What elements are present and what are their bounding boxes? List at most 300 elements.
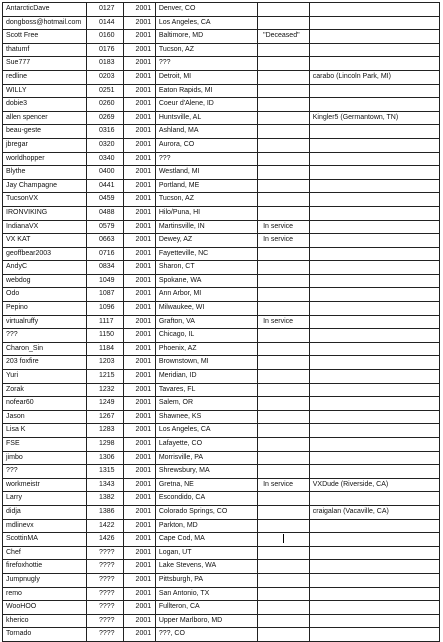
- number-cell[interactable]: 1283: [86, 424, 123, 438]
- year-cell[interactable]: 2001: [123, 315, 155, 329]
- year-cell[interactable]: 2001: [123, 30, 155, 44]
- location-cell[interactable]: Fayetteville, NC: [155, 247, 257, 261]
- name-cell[interactable]: Chef: [3, 546, 87, 560]
- year-cell[interactable]: 2001: [123, 84, 155, 98]
- year-cell[interactable]: 2001: [123, 587, 155, 601]
- status-cell[interactable]: [258, 342, 310, 356]
- number-cell[interactable]: 1267: [86, 410, 123, 424]
- status-cell[interactable]: [258, 356, 310, 370]
- status-cell[interactable]: In service: [258, 220, 310, 234]
- table-row: [3, 465, 440, 479]
- year-cell[interactable]: 2001: [123, 614, 155, 628]
- note-cell[interactable]: [309, 152, 439, 166]
- note-cell[interactable]: [309, 220, 439, 234]
- status-cell[interactable]: [258, 560, 310, 574]
- location-cell[interactable]: Los Angeles, CA: [155, 424, 257, 438]
- table-row: [3, 438, 440, 452]
- table-row: [3, 179, 440, 193]
- name-cell[interactable]: worldhopper: [3, 152, 87, 166]
- note-cell[interactable]: [309, 342, 439, 356]
- status-cell[interactable]: [258, 43, 310, 57]
- table-row: [3, 329, 440, 343]
- year-cell[interactable]: 2001: [123, 206, 155, 220]
- year-cell[interactable]: 2001: [123, 302, 155, 316]
- number-cell[interactable]: ????: [86, 560, 123, 574]
- note-cell[interactable]: [309, 274, 439, 288]
- year-cell[interactable]: 2001: [123, 383, 155, 397]
- number-cell[interactable]: 0203: [86, 70, 123, 84]
- number-cell[interactable]: 0183: [86, 57, 123, 71]
- name-cell[interactable]: redline: [3, 70, 87, 84]
- year-cell[interactable]: 2001: [123, 193, 155, 207]
- number-cell[interactable]: 0488: [86, 206, 123, 220]
- number-cell[interactable]: 0320: [86, 138, 123, 152]
- location-cell[interactable]: Sharon, CT: [155, 261, 257, 275]
- name-cell[interactable]: Pepino: [3, 302, 87, 316]
- note-cell[interactable]: [309, 315, 439, 329]
- note-cell[interactable]: [309, 247, 439, 261]
- number-cell[interactable]: 1184: [86, 342, 123, 356]
- note-cell[interactable]: [309, 614, 439, 628]
- location-cell[interactable]: Detroit, MI: [155, 70, 257, 84]
- name-cell[interactable]: Sue777: [3, 57, 87, 71]
- name-cell[interactable]: allen spencer: [3, 111, 87, 125]
- name-cell[interactable]: IndianaVX: [3, 220, 87, 234]
- note-cell[interactable]: [309, 587, 439, 601]
- status-cell[interactable]: [258, 179, 310, 193]
- note-cell[interactable]: [309, 424, 439, 438]
- note-cell[interactable]: [309, 546, 439, 560]
- status-cell[interactable]: [258, 302, 310, 316]
- number-cell[interactable]: 0176: [86, 43, 123, 57]
- table-row: [3, 70, 440, 84]
- status-cell[interactable]: [258, 438, 310, 452]
- note-cell[interactable]: [309, 125, 439, 139]
- note-cell[interactable]: [309, 302, 439, 316]
- location-cell[interactable]: ???: [155, 57, 257, 71]
- location-cell[interactable]: Shawnee, KS: [155, 410, 257, 424]
- location-cell[interactable]: Chicago, IL: [155, 329, 257, 343]
- note-cell[interactable]: [309, 166, 439, 180]
- name-cell[interactable]: FSE: [3, 438, 87, 452]
- year-cell[interactable]: 2001: [123, 465, 155, 479]
- status-cell[interactable]: "Deceased": [258, 30, 310, 44]
- location-cell[interactable]: Martinsville, IN: [155, 220, 257, 234]
- note-cell[interactable]: [309, 206, 439, 220]
- location-cell[interactable]: Los Angeles, CA: [155, 16, 257, 30]
- location-cell[interactable]: Shrewsbury, MA: [155, 465, 257, 479]
- number-cell[interactable]: 1343: [86, 478, 123, 492]
- status-cell[interactable]: [258, 57, 310, 71]
- note-cell[interactable]: Kingler5 (Germantown, TN): [309, 111, 439, 125]
- location-cell[interactable]: Spokane, WA: [155, 274, 257, 288]
- note-cell[interactable]: [309, 410, 439, 424]
- note-cell[interactable]: [309, 519, 439, 533]
- name-cell[interactable]: firefoxhottie: [3, 560, 87, 574]
- status-cell[interactable]: [258, 533, 310, 547]
- name-cell[interactable]: Jay Champagne: [3, 179, 87, 193]
- note-cell[interactable]: [309, 288, 439, 302]
- location-cell[interactable]: Pittsburgh, PA: [155, 573, 257, 587]
- year-cell[interactable]: 2001: [123, 410, 155, 424]
- status-cell[interactable]: [258, 16, 310, 30]
- number-cell[interactable]: 0269: [86, 111, 123, 125]
- status-cell[interactable]: [258, 274, 310, 288]
- location-cell[interactable]: Aurora, CO: [155, 138, 257, 152]
- name-cell[interactable]: Jason: [3, 410, 87, 424]
- name-cell[interactable]: Jumpnugly: [3, 573, 87, 587]
- name-cell[interactable]: WILLY: [3, 84, 87, 98]
- note-cell[interactable]: [309, 98, 439, 112]
- location-cell[interactable]: Ann Arbor, MI: [155, 288, 257, 302]
- number-cell[interactable]: 1298: [86, 438, 123, 452]
- location-cell[interactable]: Portland, ME: [155, 179, 257, 193]
- status-cell[interactable]: [258, 247, 310, 261]
- location-cell[interactable]: Upper Marlboro, MD: [155, 614, 257, 628]
- status-cell[interactable]: [258, 261, 310, 275]
- table-row: [3, 288, 440, 302]
- name-cell[interactable]: dobie3: [3, 98, 87, 112]
- year-cell[interactable]: 2001: [123, 220, 155, 234]
- location-cell[interactable]: Salem, OR: [155, 397, 257, 411]
- year-cell[interactable]: 2001: [123, 451, 155, 465]
- name-cell[interactable]: WooHOO: [3, 601, 87, 615]
- status-cell[interactable]: [258, 138, 310, 152]
- table-row: [3, 601, 440, 615]
- status-cell[interactable]: [258, 70, 310, 84]
- year-cell[interactable]: 2001: [123, 16, 155, 30]
- status-cell[interactable]: [258, 3, 310, 17]
- year-cell[interactable]: 2001: [123, 505, 155, 519]
- number-cell[interactable]: 0716: [86, 247, 123, 261]
- location-cell[interactable]: Meridian, ID: [155, 370, 257, 384]
- year-cell[interactable]: 2001: [123, 179, 155, 193]
- note-cell[interactable]: [309, 573, 439, 587]
- number-cell[interactable]: 0160: [86, 30, 123, 44]
- status-cell[interactable]: [258, 505, 310, 519]
- year-cell[interactable]: 2001: [123, 138, 155, 152]
- number-cell[interactable]: 0316: [86, 125, 123, 139]
- name-cell[interactable]: ???: [3, 465, 87, 479]
- year-cell[interactable]: 2001: [123, 261, 155, 275]
- table-row: [3, 166, 440, 180]
- number-cell[interactable]: ????: [86, 546, 123, 560]
- number-cell[interactable]: 1382: [86, 492, 123, 506]
- note-cell[interactable]: [309, 628, 439, 642]
- year-cell[interactable]: 2001: [123, 533, 155, 547]
- name-cell[interactable]: dongboss@hotmail.com: [3, 16, 87, 30]
- status-cell[interactable]: [258, 451, 310, 465]
- year-cell[interactable]: 2001: [123, 492, 155, 506]
- location-cell[interactable]: Baltimore, MD: [155, 30, 257, 44]
- name-cell[interactable]: nofear60: [3, 397, 87, 411]
- name-cell[interactable]: Charon_Sin: [3, 342, 87, 356]
- note-cell[interactable]: [309, 57, 439, 71]
- name-cell[interactable]: didja: [3, 505, 87, 519]
- number-cell[interactable]: 1426: [86, 533, 123, 547]
- location-cell[interactable]: Milwaukee, WI: [155, 302, 257, 316]
- status-cell[interactable]: [258, 601, 310, 615]
- number-cell[interactable]: 1203: [86, 356, 123, 370]
- owner-registry-table: [2, 2, 440, 642]
- number-cell[interactable]: 1215: [86, 370, 123, 384]
- number-cell[interactable]: 1087: [86, 288, 123, 302]
- status-cell[interactable]: [258, 628, 310, 642]
- status-cell[interactable]: [258, 329, 310, 343]
- location-cell[interactable]: Lafayette, CO: [155, 438, 257, 452]
- location-cell[interactable]: Fullteron, CA: [155, 601, 257, 615]
- note-cell[interactable]: VXDude (Riverside, CA): [309, 478, 439, 492]
- year-cell[interactable]: 2001: [123, 57, 155, 71]
- status-cell[interactable]: [258, 546, 310, 560]
- name-cell[interactable]: mdlinevx: [3, 519, 87, 533]
- table-row: [3, 234, 440, 248]
- number-cell[interactable]: 0834: [86, 261, 123, 275]
- number-cell[interactable]: 1150: [86, 329, 123, 343]
- name-cell[interactable]: thatumf: [3, 43, 87, 57]
- number-cell[interactable]: 1049: [86, 274, 123, 288]
- table-row: [3, 342, 440, 356]
- number-cell[interactable]: 1232: [86, 383, 123, 397]
- status-cell[interactable]: In service: [258, 234, 310, 248]
- location-cell[interactable]: Parkton, MD: [155, 519, 257, 533]
- location-cell[interactable]: ???, CO: [155, 628, 257, 642]
- note-cell[interactable]: [309, 84, 439, 98]
- number-cell[interactable]: ????: [86, 614, 123, 628]
- year-cell[interactable]: 2001: [123, 397, 155, 411]
- name-cell[interactable]: geoffbear2003: [3, 247, 87, 261]
- name-cell[interactable]: Zorak: [3, 383, 87, 397]
- number-cell[interactable]: ????: [86, 628, 123, 642]
- note-cell[interactable]: [309, 383, 439, 397]
- name-cell[interactable]: Lisa K: [3, 424, 87, 438]
- number-cell[interactable]: 1315: [86, 465, 123, 479]
- year-cell[interactable]: 2001: [123, 234, 155, 248]
- name-cell[interactable]: Blythe: [3, 166, 87, 180]
- location-cell[interactable]: Escondido, CA: [155, 492, 257, 506]
- status-cell[interactable]: [258, 152, 310, 166]
- year-cell[interactable]: 2001: [123, 125, 155, 139]
- name-cell[interactable]: beau-geste: [3, 125, 87, 139]
- name-cell[interactable]: jbregar: [3, 138, 87, 152]
- status-cell[interactable]: [258, 465, 310, 479]
- year-cell[interactable]: 2001: [123, 98, 155, 112]
- location-cell[interactable]: Lake Stevens, WA: [155, 560, 257, 574]
- status-cell[interactable]: [258, 410, 310, 424]
- note-cell[interactable]: [309, 193, 439, 207]
- status-cell[interactable]: [258, 166, 310, 180]
- name-cell[interactable]: Odo: [3, 288, 87, 302]
- status-cell[interactable]: [258, 614, 310, 628]
- year-cell[interactable]: 2001: [123, 478, 155, 492]
- name-cell[interactable]: Tornado: [3, 628, 87, 642]
- number-cell[interactable]: 0340: [86, 152, 123, 166]
- note-cell[interactable]: [309, 234, 439, 248]
- note-cell[interactable]: [309, 43, 439, 57]
- year-cell[interactable]: 2001: [123, 560, 155, 574]
- status-cell[interactable]: [258, 206, 310, 220]
- name-cell[interactable]: remo: [3, 587, 87, 601]
- number-cell[interactable]: 1117: [86, 315, 123, 329]
- table-row: [3, 84, 440, 98]
- number-cell[interactable]: 0144: [86, 16, 123, 30]
- year-cell[interactable]: 2001: [123, 152, 155, 166]
- location-cell[interactable]: Colorado Springs, CO: [155, 505, 257, 519]
- location-cell[interactable]: ???: [155, 152, 257, 166]
- number-cell[interactable]: 1249: [86, 397, 123, 411]
- location-cell[interactable]: Grafton, VA: [155, 315, 257, 329]
- location-cell[interactable]: Denver, CO: [155, 3, 257, 17]
- note-cell[interactable]: [309, 397, 439, 411]
- location-cell[interactable]: Morrisville, PA: [155, 451, 257, 465]
- year-cell[interactable]: 2001: [123, 370, 155, 384]
- location-cell[interactable]: Westland, MI: [155, 166, 257, 180]
- note-cell[interactable]: [309, 179, 439, 193]
- table-row: [3, 356, 440, 370]
- status-cell[interactable]: [258, 84, 310, 98]
- year-cell[interactable]: 2001: [123, 166, 155, 180]
- status-cell[interactable]: [258, 573, 310, 587]
- name-cell[interactable]: 203 foxfire: [3, 356, 87, 370]
- year-cell[interactable]: 2001: [123, 329, 155, 343]
- location-cell[interactable]: Hilo/Puna, HI: [155, 206, 257, 220]
- status-cell[interactable]: [258, 193, 310, 207]
- note-cell[interactable]: [309, 30, 439, 44]
- name-cell[interactable]: Larry: [3, 492, 87, 506]
- year-cell[interactable]: 2001: [123, 546, 155, 560]
- note-cell[interactable]: [309, 451, 439, 465]
- note-cell[interactable]: [309, 329, 439, 343]
- name-cell[interactable]: VX KAT: [3, 234, 87, 248]
- status-cell[interactable]: [258, 492, 310, 506]
- table-row: [3, 302, 440, 316]
- number-cell[interactable]: 0251: [86, 84, 123, 98]
- name-cell[interactable]: IRONVIKING: [3, 206, 87, 220]
- note-cell[interactable]: [309, 438, 439, 452]
- location-cell[interactable]: Tucson, AZ: [155, 43, 257, 57]
- note-cell[interactable]: [309, 533, 439, 547]
- note-cell[interactable]: [309, 465, 439, 479]
- location-cell[interactable]: Ashland, MA: [155, 125, 257, 139]
- year-cell[interactable]: 2001: [123, 601, 155, 615]
- year-cell[interactable]: 2001: [123, 3, 155, 17]
- number-cell[interactable]: 0441: [86, 179, 123, 193]
- note-cell[interactable]: [309, 261, 439, 275]
- year-cell[interactable]: 2001: [123, 43, 155, 57]
- status-cell[interactable]: [258, 519, 310, 533]
- location-cell[interactable]: Huntsville, AL: [155, 111, 257, 125]
- status-cell[interactable]: [258, 111, 310, 125]
- table-row: [3, 193, 440, 207]
- location-cell[interactable]: Tucson, AZ: [155, 193, 257, 207]
- year-cell[interactable]: 2001: [123, 628, 155, 642]
- status-cell[interactable]: [258, 370, 310, 384]
- note-cell[interactable]: carabo (Lincoln Park, MI): [309, 70, 439, 84]
- note-cell[interactable]: [309, 601, 439, 615]
- year-cell[interactable]: 2001: [123, 342, 155, 356]
- name-cell[interactable]: virtualruffy: [3, 315, 87, 329]
- name-cell[interactable]: AndyC: [3, 261, 87, 275]
- name-cell[interactable]: TucsonVX: [3, 193, 87, 207]
- location-cell[interactable]: Brownstown, MI: [155, 356, 257, 370]
- status-cell[interactable]: [258, 125, 310, 139]
- number-cell[interactable]: 0459: [86, 193, 123, 207]
- table-row: [3, 573, 440, 587]
- year-cell[interactable]: 2001: [123, 111, 155, 125]
- location-cell[interactable]: San Antonio, TX: [155, 587, 257, 601]
- year-cell[interactable]: 2001: [123, 247, 155, 261]
- location-cell[interactable]: Logan, UT: [155, 546, 257, 560]
- number-cell[interactable]: 1386: [86, 505, 123, 519]
- table-row: [3, 519, 440, 533]
- name-cell[interactable]: AntarcticDave: [3, 3, 87, 17]
- location-cell[interactable]: Eaton Rapids, MI: [155, 84, 257, 98]
- status-cell[interactable]: In service: [258, 478, 310, 492]
- location-cell[interactable]: Tavares, FL: [155, 383, 257, 397]
- number-cell[interactable]: 0663: [86, 234, 123, 248]
- year-cell[interactable]: 2001: [123, 70, 155, 84]
- name-cell[interactable]: kherico: [3, 614, 87, 628]
- note-cell[interactable]: [309, 3, 439, 17]
- location-cell[interactable]: Phoenix, AZ: [155, 342, 257, 356]
- status-cell[interactable]: [258, 288, 310, 302]
- year-cell[interactable]: 2001: [123, 573, 155, 587]
- year-cell[interactable]: 2001: [123, 274, 155, 288]
- number-cell[interactable]: 1096: [86, 302, 123, 316]
- number-cell[interactable]: 0579: [86, 220, 123, 234]
- status-cell[interactable]: [258, 424, 310, 438]
- name-cell[interactable]: jimbo: [3, 451, 87, 465]
- name-cell[interactable]: workmeistr: [3, 478, 87, 492]
- number-cell[interactable]: 1422: [86, 519, 123, 533]
- location-cell[interactable]: Cape Cod, MA: [155, 533, 257, 547]
- status-cell[interactable]: [258, 587, 310, 601]
- number-cell[interactable]: 1306: [86, 451, 123, 465]
- name-cell[interactable]: ScottinMA: [3, 533, 87, 547]
- note-cell[interactable]: [309, 138, 439, 152]
- status-cell[interactable]: [258, 383, 310, 397]
- number-cell[interactable]: ????: [86, 601, 123, 615]
- year-cell[interactable]: 2001: [123, 356, 155, 370]
- number-cell[interactable]: 0127: [86, 3, 123, 17]
- name-cell[interactable]: ???: [3, 329, 87, 343]
- note-cell[interactable]: [309, 356, 439, 370]
- year-cell[interactable]: 2001: [123, 438, 155, 452]
- note-cell[interactable]: [309, 560, 439, 574]
- name-cell[interactable]: Scott Free: [3, 30, 87, 44]
- table-row: [3, 43, 440, 57]
- location-cell[interactable]: Coeur d'Alene, ID: [155, 98, 257, 112]
- note-cell[interactable]: [309, 370, 439, 384]
- note-cell[interactable]: [309, 16, 439, 30]
- status-cell[interactable]: In service: [258, 315, 310, 329]
- name-cell[interactable]: Yuri: [3, 370, 87, 384]
- number-cell[interactable]: 0260: [86, 98, 123, 112]
- status-cell[interactable]: [258, 397, 310, 411]
- year-cell[interactable]: 2001: [123, 424, 155, 438]
- year-cell[interactable]: 2001: [123, 288, 155, 302]
- location-cell[interactable]: Gretna, NE: [155, 478, 257, 492]
- number-cell[interactable]: ????: [86, 573, 123, 587]
- number-cell[interactable]: ????: [86, 587, 123, 601]
- year-cell[interactable]: 2001: [123, 519, 155, 533]
- note-cell[interactable]: craigalan (Vacaville, CA): [309, 505, 439, 519]
- number-cell[interactable]: 0400: [86, 166, 123, 180]
- name-cell[interactable]: webdog: [3, 274, 87, 288]
- location-cell[interactable]: Dewey, AZ: [155, 234, 257, 248]
- status-cell[interactable]: [258, 98, 310, 112]
- note-cell[interactable]: [309, 492, 439, 506]
